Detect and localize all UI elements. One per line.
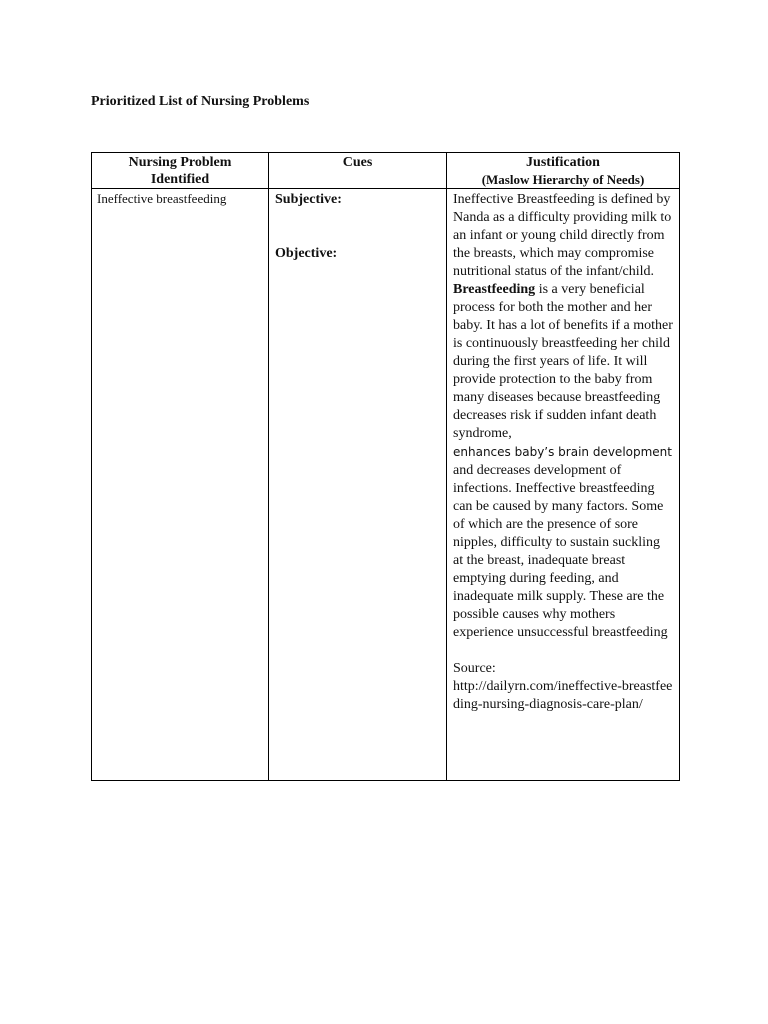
justification-text-part2: is a very beneficial process for both the mother and her baby. It has a lot of benefits if a mother is continuously breastfeeding her child during the first years of life. It will provide protection to the baby from many diseases because breastfeeding decreases risk if sudden infant death syndrome,: [453, 282, 673, 441]
justification-cell: [447, 189, 680, 781]
table-header-row: [92, 153, 680, 189]
source-url: http://dailyrn.com/ineffective-breastfeeding-nursing-diagnosis-care-plan/: [453, 679, 673, 712]
cue-spacer: [275, 209, 440, 245]
table-row: [92, 189, 680, 781]
justification-bold-term: Breastfeeding: [453, 282, 536, 297]
justification-paragraph: [453, 191, 673, 642]
problem-text: Ineffective breastfeeding: [97, 191, 227, 206]
header-justification-subtitle: (Maslow Hierarchy of Needs): [481, 172, 645, 187]
problem-cell: [92, 189, 269, 781]
header-nursing-problem-line1: Nursing Problem: [128, 155, 232, 170]
justification-text-part3: enhances baby’s brain development: [453, 445, 672, 459]
justification-text-part1: Ineffective Breastfeeding is defined by Nanda as a difficulty providing milk to an infant or young child directly from the breasts, which may compromise nutritional status of the infant/child.: [453, 192, 672, 279]
header-nursing-problem: [92, 153, 269, 189]
source-label: Source:: [453, 661, 496, 676]
paragraph-spacer: [453, 642, 673, 660]
header-justification: [447, 153, 680, 189]
header-cues-label: Cues: [342, 155, 373, 170]
source-paragraph: [453, 660, 673, 714]
justification-text-part4: and decreases development of infections. Ineffective breastfeeding can be caused by many factors. Some of which are the presence of sore nipples, difficulty to sustain suckling at the breast, inadequate breast emptying during feeding, and inadequate milk supply. These are the possible causes why mothers experience unsuccessful breastfeeding: [453, 463, 668, 640]
header-nursing-problem-line2: Identified: [150, 172, 210, 187]
objective-label: Objective:: [275, 246, 338, 261]
header-justification-label: Justification: [526, 155, 600, 170]
subjective-label: Subjective:: [275, 192, 342, 207]
header-cues: [269, 153, 447, 189]
page-title: Prioritized List of Nursing Problems: [91, 94, 310, 109]
cues-cell: [269, 189, 447, 781]
nursing-problems-table: [91, 152, 680, 781]
